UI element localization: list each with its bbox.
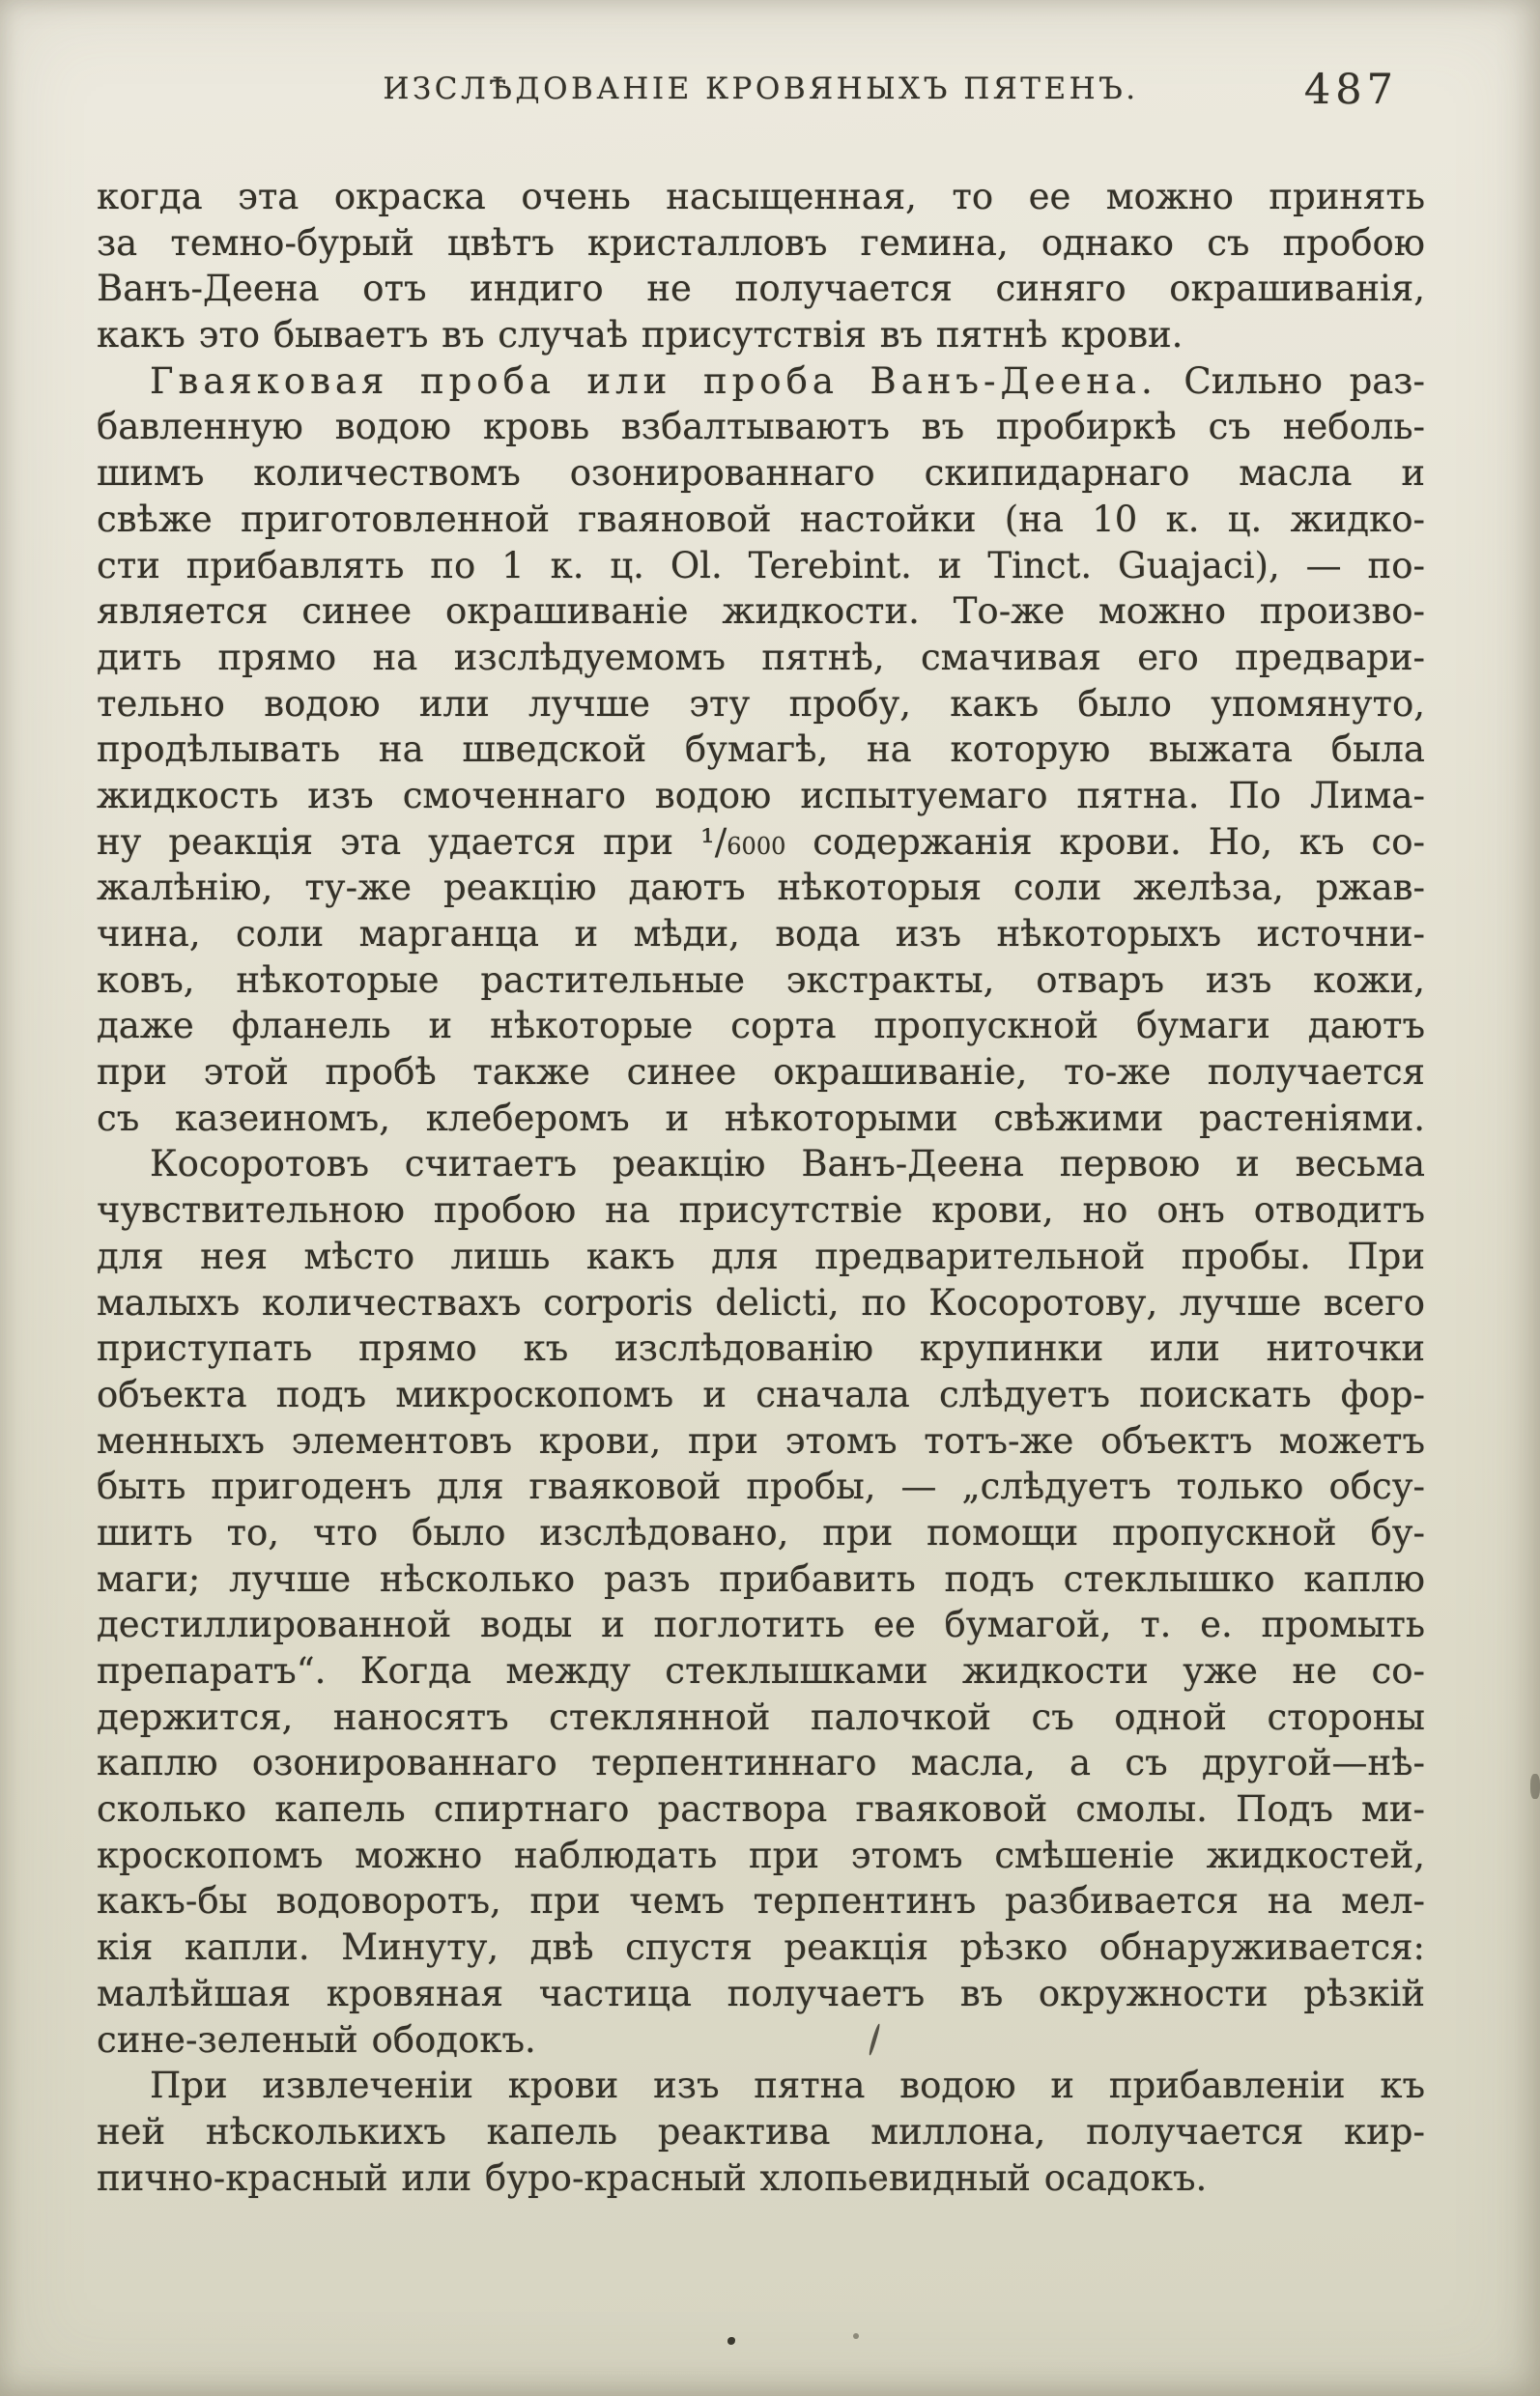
text-line (97, 358, 1425, 405)
text-segment: держится, наносятъ стеклянной палочкой съ одной стороны (97, 1696, 1425, 1738)
running-title: ИЗСЛѢДОВАНІЕ КРОВЯНЫХЪ ПЯТЕНЪ. (383, 71, 1139, 106)
text-line (97, 1187, 1425, 1234)
text-segment: жидкость изъ смоченнаго водою испытуемаго пятна. По Лима- (97, 774, 1425, 816)
page-body (97, 174, 1425, 2201)
text-segment: 6000 (727, 832, 786, 860)
text-segment: для нея мѣсто лишь какъ для предварительной пробы. При (97, 1235, 1425, 1277)
text-line (97, 773, 1425, 819)
text-line (97, 1141, 1425, 1187)
running-head (97, 66, 1425, 118)
text-line (97, 865, 1425, 911)
text-segment: продѣлывать на шведской бумагѣ, на которую выжата была (97, 728, 1425, 771)
text-segment: маги; лучше нѣсколько разъ прибавить подъ стеклышко каплю (97, 1557, 1425, 1600)
text-line (97, 819, 1425, 866)
text-segment: препаратъ“. Когда между стеклышками жидкости уже не со- (97, 1650, 1425, 1692)
text-line (97, 1602, 1425, 1648)
scan-speck (853, 2333, 859, 2339)
text-segment: шить то, что было изслѣдовано, при помощи пропускной бу- (97, 1511, 1425, 1554)
page-number: 487 (1303, 66, 1398, 114)
text-line (97, 2017, 1425, 2064)
text-segment: чувствительною пробою на присутствіе крови, но онъ отводитъ (97, 1189, 1425, 1232)
text-segment: малѣйшая кровяная частица получаетъ въ окружности рѣзкій (97, 1972, 1425, 2014)
text-segment: приступать прямо къ изслѣдованію крупинки или ниточки (97, 1327, 1425, 1370)
text-line (97, 1833, 1425, 1879)
text-line (97, 635, 1425, 681)
text-line (97, 2109, 1425, 2155)
text-line (97, 1003, 1425, 1049)
text-line (97, 2063, 1425, 2109)
text-segment: ну реакція эта удается при ¹/ (97, 820, 727, 863)
text-line (97, 1695, 1425, 1741)
text-line (97, 1556, 1425, 1603)
text-line (97, 1418, 1425, 1465)
text-segment: тельно водою или лучше эту пробу, какъ было упомянуто, (97, 682, 1425, 725)
text-segment: даже фланель и нѣкоторые сорта пропускной бумаги даютъ (97, 1005, 1425, 1047)
text-segment: является синее окрашиваніе жидкости. То-же можно произво- (97, 590, 1425, 633)
text-segment: дестиллированной воды и поглотить ее бумагой, т. е. промыть (97, 1604, 1425, 1646)
text-segment: содержанія крови. Но, къ со- (785, 820, 1425, 863)
text-segment: дить прямо на изслѣдуемомъ пятнѣ, смачивая его предвари- (97, 636, 1425, 678)
scan-edge-mark (1530, 1774, 1540, 1799)
text-line (97, 2155, 1425, 2202)
text-segment: какъ это бываетъ въ случаѣ присутствія въ пятнѣ крови. (97, 314, 1184, 357)
text-segment: сколько капель спиртнаго раствора гваяковой смолы. Подъ ми- (97, 1788, 1425, 1831)
text-line (97, 727, 1425, 773)
text-segment: ковъ, нѣкоторые растительные экстракты, отваръ изъ кожи, (97, 958, 1425, 1001)
text-segment: объекта подъ микроскопомъ и сначала слѣдуетъ поискать фор- (97, 1373, 1425, 1415)
text-line (97, 1096, 1425, 1142)
text-line (97, 1372, 1425, 1418)
text-segment: сти прибавлять по 1 к. ц. Ol. Terebint. и Tinct. Guajaci), — по- (97, 544, 1425, 586)
text-line (97, 1464, 1425, 1510)
text-line (97, 1234, 1425, 1280)
text-segment: шимъ количествомъ озонированнаго скипидарнаго масла и (97, 452, 1425, 495)
text-segment: каплю озонированнаго терпентиннаго масла, а съ другой—нѣ- (97, 1742, 1425, 1784)
text-segment: Косоротовъ считаетъ реакцію Ванъ-Деена первою и весьма (150, 1143, 1425, 1185)
text-segment: пично-красный или буро-красный хлопьевидный осадокъ. (97, 2156, 1208, 2199)
text-line (97, 220, 1425, 267)
text-line (97, 588, 1425, 635)
text-line (97, 1786, 1425, 1833)
text-segment: При извлеченіи крови изъ пятна водою и прибавленіи къ (150, 2065, 1425, 2107)
text-segment: свѣже приготовленной гваяновой настойки (на 10 к. ц. жидко- (97, 498, 1425, 540)
text-segment: кроскопомъ можно наблюдать при этомъ смѣшеніе жидкостей, (97, 1834, 1425, 1876)
text-segment: малыхъ количествахъ corporis delicti, по Косоротову, лучше всего (97, 1281, 1425, 1324)
text-line (97, 1971, 1425, 2017)
text-segment: жалѣнію, ту-же реакцію даютъ нѣкоторыя соли желѣза, ржав- (97, 867, 1425, 909)
text-segment: когда эта окраска очень насыщенная, то ее можно принять (97, 176, 1425, 217)
text-line (97, 911, 1425, 957)
text-segment: за темно-бурый цвѣтъ кристалловъ гемина, однако съ пробою (97, 221, 1425, 264)
text-line (97, 1925, 1425, 1971)
text-line (97, 497, 1425, 543)
text-segment: какъ-бы водоворотъ, при чемъ терпентинъ разбивается на мел- (97, 1880, 1425, 1923)
text-line (97, 174, 1425, 220)
text-segment: чина, соли марганца и мѣди, вода изъ нѣкоторыхъ источни- (97, 913, 1425, 955)
text-segment: бавленную водою кровь взбалтываютъ въ пробиркѣ съ неболь- (97, 406, 1425, 448)
text-segment: при этой пробѣ также синее окрашиваніе, то-же получается (97, 1051, 1425, 1094)
text-line (97, 1280, 1425, 1326)
emphasized-phrase: Гваяковая проба или проба Ванъ-Деена. (150, 359, 1157, 402)
text-segment: съ казеиномъ, клеберомъ и нѣкоторыми свѣжими растеніями. (97, 1097, 1425, 1139)
text-segment: быть пригоденъ для гваяковой пробы, — „слѣдуетъ только обсу- (97, 1466, 1425, 1508)
text-segment: менныхъ элементовъ крови, при этомъ тотъ-же объектъ можетъ (97, 1419, 1425, 1462)
text-line (97, 312, 1425, 358)
text-line (97, 1648, 1425, 1695)
text-line (97, 404, 1425, 450)
text-line (97, 450, 1425, 497)
text-segment: Сильно раз- (1156, 359, 1425, 402)
text-line (97, 957, 1425, 1004)
scan-speck (727, 2337, 735, 2345)
text-line (97, 1049, 1425, 1096)
text-segment: Ванъ-Деена отъ индиго не получается синяго окрашиванія, (97, 268, 1425, 310)
text-line (97, 1740, 1425, 1786)
text-line (97, 543, 1425, 589)
text-line (97, 1878, 1425, 1925)
text-segment: сине-зеленый ободокъ. (97, 2018, 536, 2061)
text-line (97, 266, 1425, 312)
text-line (97, 681, 1425, 727)
text-segment: кія капли. Минуту, двѣ спустя реакція рѣзко обнаруживается: (97, 1926, 1425, 1969)
text-line (97, 1326, 1425, 1372)
text-segment: ней нѣсколькихъ капель реактива миллона, получается кир- (97, 2110, 1425, 2153)
text-line (97, 1510, 1425, 1556)
